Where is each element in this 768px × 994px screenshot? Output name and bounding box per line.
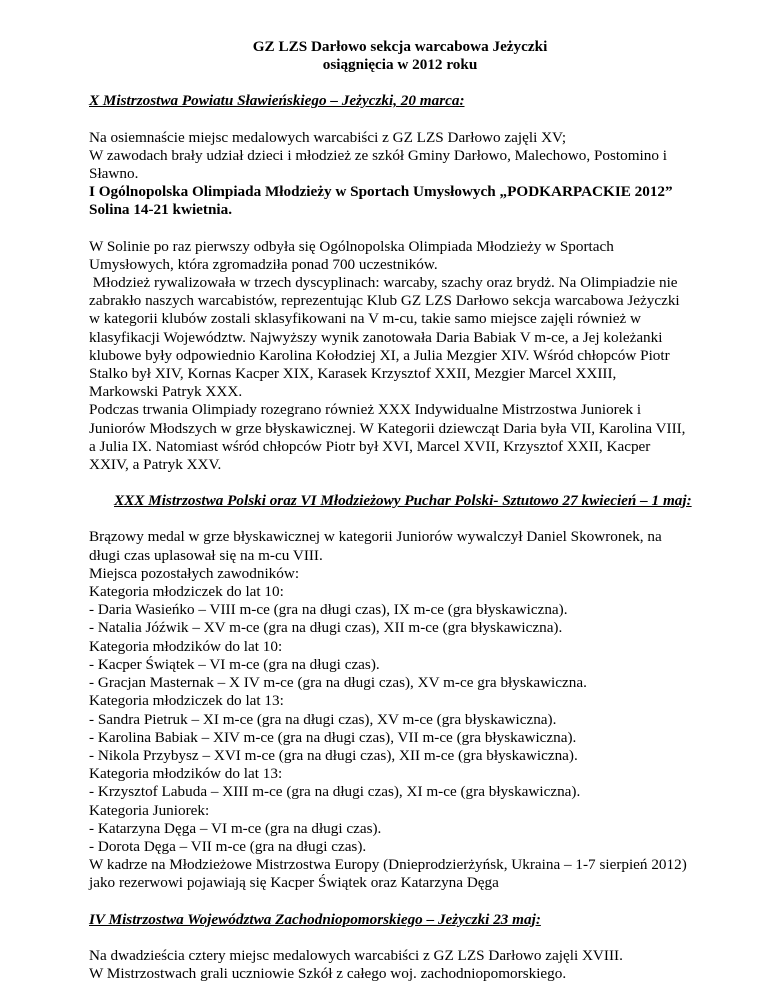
section1-body xyxy=(89,129,711,184)
section3-line: Brązowy medal w grze błyskawicznej w kategorii Juniorów wywalczył Daniel Skowronek, na xyxy=(89,528,662,546)
section3-line: długi czas uplasował się na m-cu VIII. xyxy=(89,546,323,564)
section1-line: Na osiemnaście miejsc medalowych warcabiści z GZ LZS Darłowo zajęli XV; xyxy=(89,128,567,146)
section3-line: - Nikola Przybysz – XVI m-ce (gra na długi czas), XII m-ce (gra błyskawiczna). xyxy=(89,746,578,764)
section3-line: Kategoria młodzików do lat 13: xyxy=(89,765,283,783)
section2-heading-line2: Solina 14-21 kwietnia. xyxy=(89,201,233,219)
section3-line: - Karolina Babiak – XIV m-ce (gra na długi czas), VII m-ce (gra błyskawiczna). xyxy=(89,728,577,746)
section3-line: Miejsca pozostałych zawodników: xyxy=(89,564,300,582)
section3-line: Kategoria młodziczek do lat 10: xyxy=(89,583,284,601)
section2-line: zabrakło naszych warcabistów, reprezentując Klub GZ LZS Darłowo sekcja warcabowa Jeżyczki xyxy=(89,292,680,310)
section2-line: Podczas trwania Olimpiady rozegrano również XXX Indywidualne Mistrzostwa Juniorek i xyxy=(89,401,642,419)
section3-line: - Kacper Świątek – VI m-ce (gra na długi czas). xyxy=(89,655,380,673)
section2-line: a Julia IX. Natomiast wśród chłopców Piotr był XVI, Marcel XVII, Krzysztof XXII, Kacper xyxy=(89,437,651,455)
section3-line: W kadrze na Młodzieżowe Mistrzostwa Europy (Dnieprodzierżyńsk, Ukraina – 1-7 sierpień 2012) xyxy=(89,856,687,874)
section3-line: jako rezerwowi pojawiają się Kacper Świątek oraz Katarzyna Dęga xyxy=(89,874,499,892)
section1-heading: X Mistrzostwa Powiatu Sławieńskiego – Jeżyczki, 20 marca: xyxy=(89,92,465,110)
document-title-line2: osiągnięcia w 2012 roku xyxy=(322,56,478,74)
section2-heading-line1: I Ogólnopolska Olimpiada Młodzieży w Sportach Umysłowych „PODKARPACKIE 2012” xyxy=(89,183,673,201)
section2-line: Stalko był XIV, Kornas Kacper XIX, Karasek Krzysztof XXII, Mezgier Marcel XXIII, xyxy=(89,365,617,383)
section2-body xyxy=(89,238,711,475)
section4-body xyxy=(89,947,711,983)
document-title-line1: GZ LZS Darłowo sekcja warcabowa Jeżyczki xyxy=(252,38,548,55)
section3-line: Kategoria Juniorek: xyxy=(89,801,210,819)
section4-line: Na dwadzieścia cztery miejsc medalowych warcabiści z GZ LZS Darłowo zajęli XVIII. xyxy=(89,946,623,964)
section3-line: - Krzysztof Labuda – XIII m-ce (gra na długi czas), XI m-ce (gra błyskawiczna). xyxy=(89,783,581,801)
section2-line: XXIV, a Patryk XXV. xyxy=(89,456,222,474)
section2-line: klasyfikacji Województw. Najwyższy wynik zanotowała Daria Babiak V m-ce, a Jej koleżanki xyxy=(89,328,663,346)
section4-line: W Mistrzostwach grali uczniowie Szkół z całego woj. zachodniopomorskiego. xyxy=(89,964,567,982)
section3-line: - Katarzyna Dęga – VI m-ce (gra na długi czas). xyxy=(89,819,382,837)
section3-line: Kategoria młodziczek do lat 13: xyxy=(89,692,284,710)
section2-line: Markowski Patryk XXX. xyxy=(89,383,243,401)
section2-line: klubowe były odpowiednio Karolina Kołodziej XI, a Julia Mezgier XIV. Wśród chłopców Piotr xyxy=(89,346,670,364)
section2-line: W Solinie po raz pierwszy odbyła się Ogólnopolska Olimpiada Młodzieży w Sportach xyxy=(89,237,614,255)
section2-line: w kategorii klubów zostali sklasyfikowani na V m-cu, takie samo miejsce zajęli również w xyxy=(89,310,641,328)
section2-line: Juniorów Młodszych w grze błyskawicznej. W Kategorii dziewcząt Daria była VII, Karolina VIII, xyxy=(89,419,686,437)
document-page xyxy=(89,38,711,983)
section3-line: - Gracjan Masternak – X IV m-ce (gra na długi czas), XV m-ce gra błyskawiczna. xyxy=(89,674,587,692)
section3-line: - Sandra Pietruk – XI m-ce (gra na długi czas), XV m-ce (gra błyskawiczna). xyxy=(89,710,557,728)
section3-line: - Natalia Jóźwik – XV m-ce (gra na długi czas), XII m-ce (gra błyskawiczna). xyxy=(89,619,563,637)
section3-heading: XXX Mistrzostwa Polski oraz VI Młodzieżowy Puchar Polski- Sztutowo 27 kwiecień – 1 maj: xyxy=(114,492,692,510)
section3-body xyxy=(89,528,711,892)
section1-line: W zawodach brały udział dzieci i młodzież ze szkół Gminy Darłowo, Malechowo, Postomino i xyxy=(89,146,667,164)
section2-line: Umysłowych, która zgromadziła ponad 700 uczestników. xyxy=(89,255,438,273)
section3-line: - Daria Wasieńko – VIII m-ce (gra na długi czas), IX m-ce (gra błyskawiczna). xyxy=(89,601,568,619)
section2-line: Młodzież rywalizowała w trzech dyscyplinach: warcaby, szachy oraz brydż. Na Olimpiadzie nie xyxy=(89,274,678,292)
section3-line: - Dorota Dęga – VII m-ce (gra na długi czas). xyxy=(89,837,367,855)
section3-line: Kategoria młodzików do lat 10: xyxy=(89,637,283,655)
section4-heading: IV Mistrzostwa Województwa Zachodniopomorskiego – Jeżyczki 23 maj: xyxy=(89,910,541,928)
section1-line: Sławno. xyxy=(89,165,139,183)
